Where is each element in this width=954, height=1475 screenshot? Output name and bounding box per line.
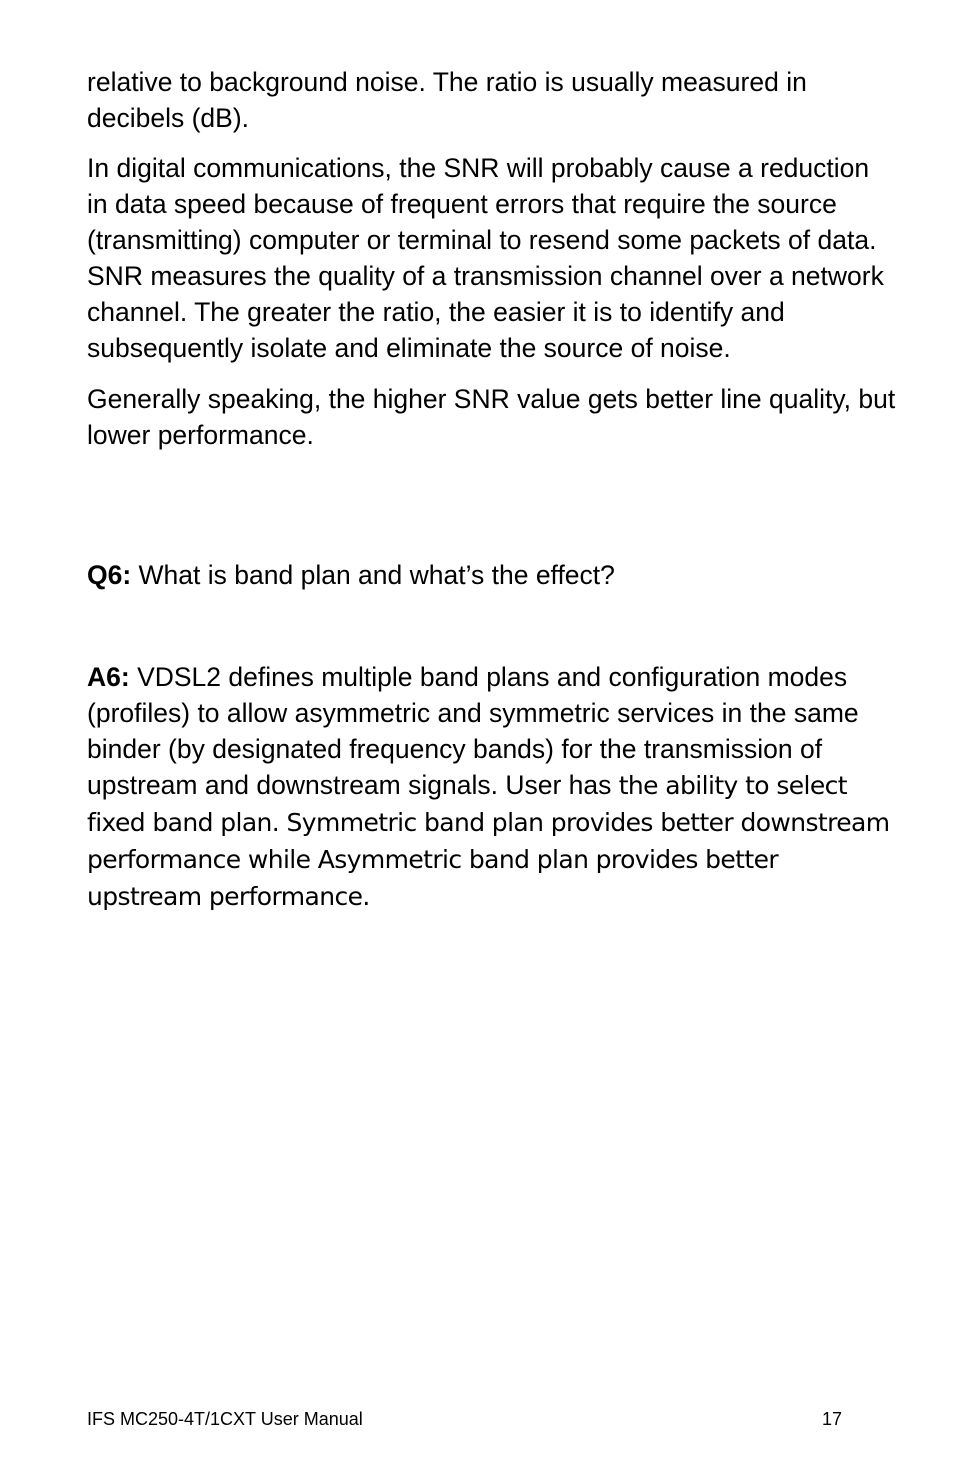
answer-a6 [87, 659, 897, 915]
question-text: What is band plan and what’s the effect? [131, 560, 615, 590]
question-label: Q6: [87, 560, 132, 590]
footer-page-number: 17 [822, 1409, 843, 1429]
answer-text: VDSL2 defines multiple band plans and configuration modes (profiles) to allow asymmetric and symmetric services in the same binder (by designated frequency bands) for the transmission of upstream and downstream signals. User has [87, 662, 859, 800]
body-text [87, 64, 897, 453]
answer-label: A6: [87, 662, 130, 692]
footer-manual-title: IFS MC250-4T/1CXT User Manual [87, 1409, 363, 1429]
answer-text-tail: the ability to select fixed band plan. Symmetric band plan provides better downstream performance while Asymmetric band plan provides better upstream performance. [87, 771, 890, 911]
paragraph-snr-intro: relative to background noise. The ratio is usually measured in decibels (dB). [87, 67, 807, 133]
paragraph-snr-digital: In digital communications, the SNR will probably cause a reduction in data speed because of frequent errors that require the source (transmitting) computer or terminal to resend some packets of data. SNR measures the quality of a transmission channel over a network channel. The greater the ratio, the easier it is to identify and subsequently isolate and eliminate the source of noise. [87, 153, 884, 363]
paragraph-snr-summary: Generally speaking, the higher SNR value gets better line quality, but lower performance. [87, 384, 896, 450]
question-q6 [87, 557, 897, 593]
